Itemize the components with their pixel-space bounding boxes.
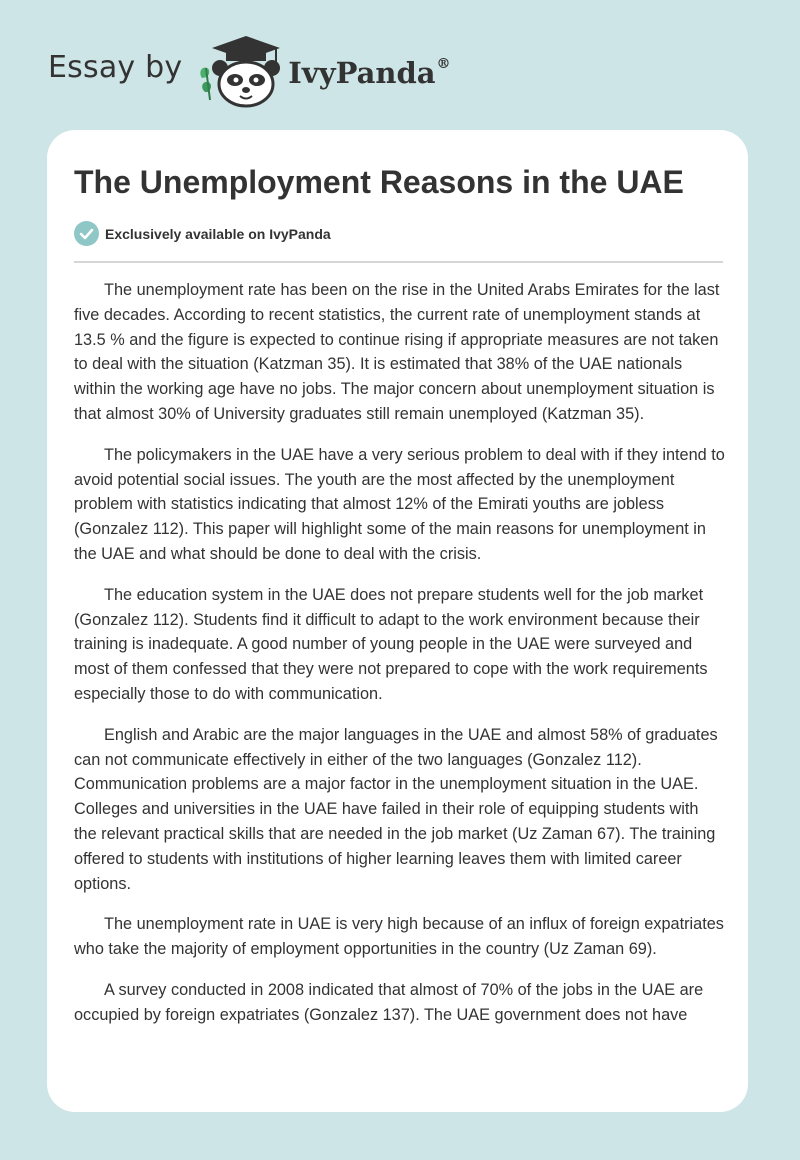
paragraph: A survey conducted in 2008 indicated that almost of 70% of the jobs in the UAE are occupied by foreign expatriates (Gonzalez 137). The UAE government does not have: [74, 980, 704, 1024]
article-card: [47, 130, 748, 1112]
article-body: [74, 278, 725, 1044]
registered-mark: ®: [436, 56, 451, 73]
brand-name[interactable]: IvyPanda®: [288, 56, 451, 90]
site-header: [48, 34, 451, 108]
paragraph: The unemployment rate in UAE is very high because of an influx of foreign expatriates who take the majority of employment opportunities in the country (Uz Zaman 69).: [74, 915, 724, 959]
paragraph: The policymakers in the UAE have a very serious problem to deal with if they intend to avoid potential social issues. The youth are the most affected by the unemployment problem with statistics indicating that almost 12% of the Emirati youths are jobless (Gonzalez 112). This paper will highlight some of the main reasons for unemployment in the UAE and what should be done to deal with the crisis.: [74, 445, 725, 563]
page-title: The Unemployment Reasons in the UAE: [74, 164, 684, 200]
exclusive-badge: [74, 221, 331, 246]
paragraph: The unemployment rate has been on the rise in the United Arabs Emirates for the last five decades. According to recent statistics, the current rate of unemployment stands at 13.5 % and the figure is expected to continue rising if appropriate measures are not taken to deal with the situation (Katzman 35). It is estimated that 38% of the UAE nationals within the working age have no jobs. The major concern about unemployment situation is that almost 30% of University graduates still remain unemployed (Katzman 35).: [74, 281, 720, 423]
check-circle-icon: [74, 221, 99, 246]
paragraph: English and Arabic are the major languages in the UAE and almost 58% of graduates can not communicate effectively in either of the two languages (Gonzalez 112). Communication problems are a major factor in the unemployment situation in the UAE. Colleges and universities in the UAE have failed in their role of equipping students with the relevant practical skills that are needed in the job market (Uz Zaman 67). The training offered to students with institutions of higher learning leaves them with limited career options.: [74, 725, 718, 893]
divider: [74, 261, 723, 263]
brand-prefix: Essay by: [48, 49, 183, 85]
paragraph: The education system in the UAE does not prepare students well for the job market (Gonzalez 112). Students find it difficult to adapt to the work environment because their training is inadequate. A good number of young people in the UAE were surveyed and most of them confessed that they were not prepared to cope with the work requirements especially those to do with communication.: [74, 585, 708, 703]
panda-logo-icon[interactable]: [196, 34, 282, 108]
exclusive-badge-label: Exclusively available on IvyPanda: [105, 225, 331, 242]
